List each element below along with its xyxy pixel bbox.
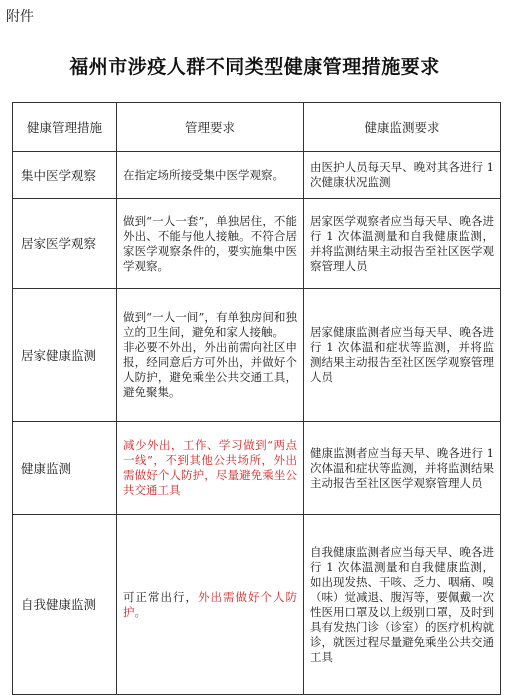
measure-cell: 集中医学观察 [13,152,117,199]
header-measure: 健康管理措施 [13,103,117,152]
monitoring-cell: 居家医学观察者应当每天早、晚各进行 1 次体温测量和自我健康监测，并将监测结果主动报告至社区医学观察管理人员 [304,199,501,289]
measure-cell: 健康监测 [13,422,117,515]
table-row [13,199,501,289]
management-cell: 在指定场所接受集中医学观察。 [117,152,304,199]
monitoring-cell: 自我健康监测者应当每天早、晚各进行 1 次体温测量和自我健康监测，如出现发热、干咳、乏力、咽痛、嗅（味）觉减退、腹泻等，要佩戴一次性医用口罩及以上级别口罩，及时到具有发热门诊（诊室）的医疗机构就诊，就医过程尽量避免乘坐公共交通工具 [304,515,501,695]
table-row [13,289,501,422]
monitoring-cell: 居家健康监测者应当每天早、晚各进行 1 次体温和症状等监测，并将监测结果主动报告至社区医学观察管理人员 [304,289,501,422]
table-row [13,152,501,199]
management-paragraph: 非必要不外出，外出前需向社区申报，经同意后方可外出，并做好个人防护，避免乘坐公共交通工具，避免聚集。 [123,340,297,399]
management-cell: 做到“一人一套”，单独居住，不能外出、不能与他人接触。不符合居家医学观察条件的，要实施集中医学观察。 [117,199,304,289]
management-paragraph: 做到“一人一间”，有单独房间和独立的卫生间，避免和家人接触。 [123,310,297,339]
management-cell [117,515,304,695]
management-text: 可正常出行， [123,589,198,604]
measure-cell: 居家健康监测 [13,289,117,422]
management-text-emphasis: 外出需做好个人防护。 [123,589,297,619]
health-measures-table [12,102,501,695]
document-title: 福州市涉疫人群不同类型健康管理措施要求 [69,56,440,78]
management-cell-emphasis: 减少外出，工作、学习做到“两点一线”，不到其他公共场所，外出需做好个人防护，尽量避免乘坐公共交通工具 [117,422,304,515]
monitoring-cell: 健康监测者应当每天早、晚各进行 1 次体温和症状等监测，并将监测结果主动报告至社区医学观察管理人员 [304,422,501,515]
attachment-label: 附件 [6,9,34,25]
monitoring-cell: 由医护人员每天早、晚对其各进行 1 次健康状况监测 [304,152,501,199]
measure-cell: 自我健康监测 [13,515,117,695]
header-management: 管理要求 [117,103,304,152]
management-cell [117,289,304,422]
table-row [13,515,501,695]
table-row [13,422,501,515]
measure-cell: 居家医学观察 [13,199,117,289]
header-monitoring: 健康监测要求 [304,103,501,152]
table-header-row [13,103,501,152]
